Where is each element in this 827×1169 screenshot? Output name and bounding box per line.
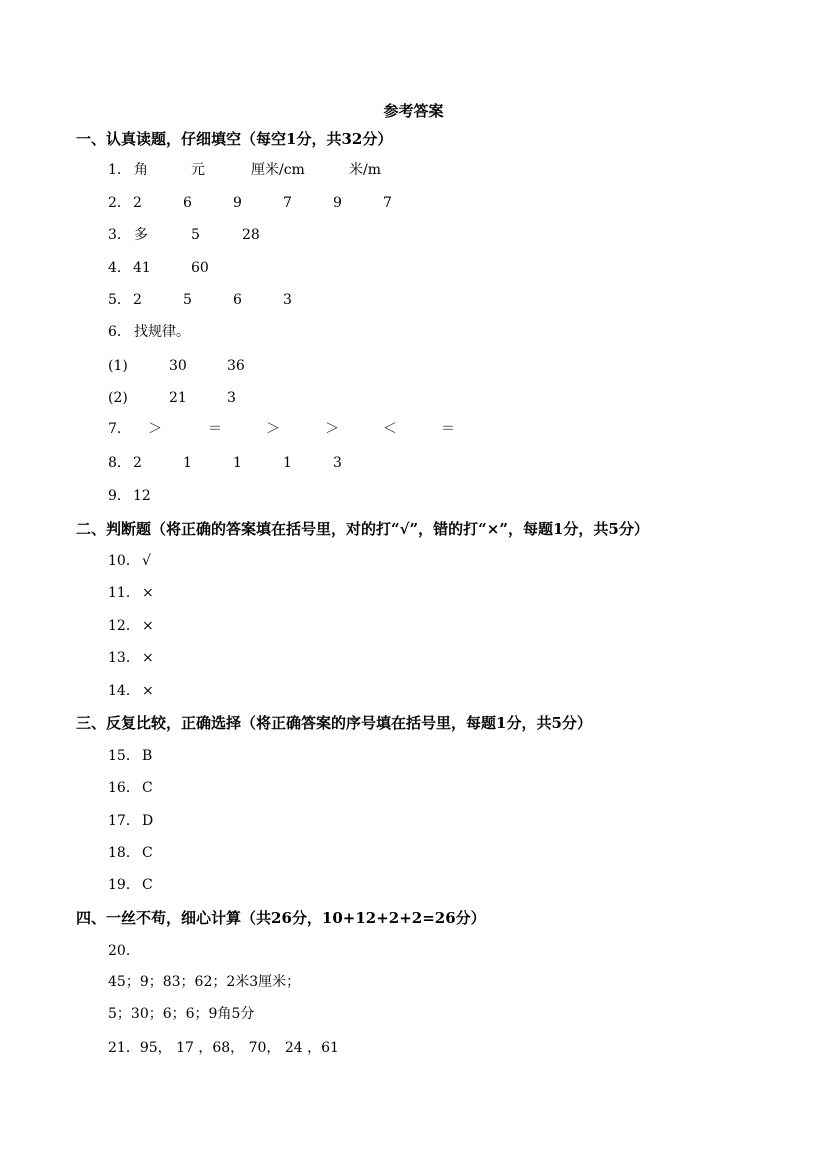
answer-value: 28	[242, 227, 260, 243]
answer-value: 1	[233, 455, 242, 471]
answer-value: 1	[283, 455, 292, 471]
answer-value: ＞	[266, 421, 280, 437]
answer-value: 角	[134, 162, 148, 178]
answer-value: 多	[134, 227, 148, 243]
answer-value: 米/m	[349, 162, 381, 178]
answer-value: 9	[233, 195, 242, 211]
answer-value: ＞	[148, 421, 162, 437]
answer-value: ×	[142, 618, 154, 634]
question-number: 3．	[108, 227, 131, 243]
page-title: 参考答案	[383, 102, 444, 120]
question-number: 20．	[108, 943, 140, 959]
answer-value: 41	[133, 260, 151, 276]
question-number: 10．	[108, 553, 140, 569]
answer-value: B	[142, 748, 153, 764]
answer-value: 1	[183, 455, 192, 471]
answer-value: C	[142, 845, 153, 861]
answer-value: 21	[169, 390, 187, 406]
answer-value: 45；9；83；62；2米3厘米；	[108, 974, 301, 990]
answer-value: 2	[133, 455, 142, 471]
section-3-heading: 三、反复比较，正确选择（将正确答案的序号填在括号里，每题1分，共5分）	[76, 714, 592, 732]
answer-value: 3	[283, 292, 292, 308]
answer-value: 3	[333, 455, 342, 471]
question-number: 13．	[108, 650, 140, 666]
question-number: 9．	[108, 488, 131, 504]
answer-value: ＝	[208, 421, 222, 437]
answer-value: 12	[133, 488, 151, 504]
answer-value: 60	[191, 260, 209, 276]
question-number: 17．	[108, 813, 140, 829]
question-number: 1．	[108, 162, 131, 178]
question-number: 8．	[108, 455, 131, 471]
question-number: 11．	[108, 585, 140, 601]
question-number: 14．	[108, 683, 140, 699]
answer-value: C	[142, 780, 153, 796]
question-number: 6．	[108, 324, 131, 340]
answer-value: 厘米/cm	[251, 162, 305, 178]
answer-value: 7	[383, 195, 392, 211]
question-number: 4．	[108, 260, 131, 276]
answer-value: 6	[233, 292, 242, 308]
question-number: 12．	[108, 618, 140, 634]
answer-value: ×	[142, 683, 154, 699]
answer-value: ＞	[325, 421, 339, 437]
question-number: 15．	[108, 748, 140, 764]
answer-value: 21．95， 17 ，68， 70， 24 ，61	[108, 1040, 339, 1056]
question-number: 18．	[108, 845, 140, 861]
answer-value: 元	[191, 162, 205, 178]
answer-value: 9	[333, 195, 342, 211]
answer-value: ×	[142, 650, 154, 666]
sub-question-number: (2)	[108, 390, 128, 406]
answer-value: 5	[183, 292, 192, 308]
section-4-heading: 四、一丝不苟，细心计算（共26分，10+12+2+2=26分）	[76, 909, 486, 927]
answer-value: 2	[133, 195, 142, 211]
answer-value: 5；30；6；6；9角5分	[108, 1006, 255, 1022]
question-number: 5．	[108, 292, 131, 308]
question-text: 找规律。	[134, 324, 190, 340]
question-number: 16．	[108, 780, 140, 796]
question-number: 7．	[108, 421, 131, 437]
answer-value: 6	[183, 195, 192, 211]
answer-value: √	[142, 553, 151, 569]
section-1-heading: 一、认真读题，仔细填空（每空1分，共32分）	[76, 130, 393, 148]
answer-value: 30	[169, 358, 187, 374]
question-number: 19．	[108, 877, 140, 893]
answer-value: D	[142, 813, 154, 829]
answer-value: 36	[227, 358, 245, 374]
answer-value: 7	[283, 195, 292, 211]
answer-value: 5	[191, 227, 200, 243]
answer-value: 3	[227, 390, 236, 406]
answer-value: 2	[133, 292, 142, 308]
question-number: 2．	[108, 195, 131, 211]
answer-value: ×	[142, 585, 154, 601]
answer-value: ＝	[441, 421, 455, 437]
sub-question-number: (1)	[108, 358, 128, 374]
answer-value: ＜	[383, 421, 397, 437]
section-2-heading: 二、判断题（将正确的答案填在括号里，对的打“√”，错的打“×”，每题1分，共5分）	[76, 520, 649, 538]
answer-value: C	[142, 877, 153, 893]
